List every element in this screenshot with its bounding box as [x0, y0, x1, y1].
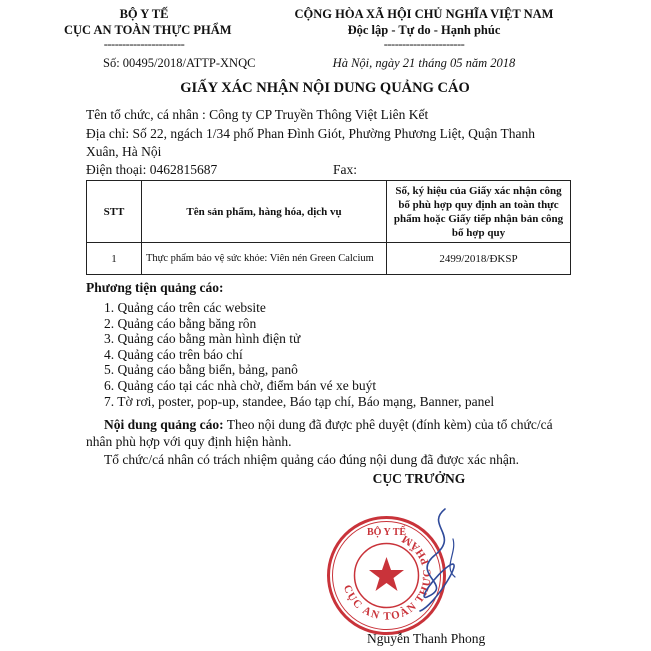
document-title: GIẤY XÁC NHẬN NỘI DUNG QUẢNG CÁO	[180, 80, 470, 96]
organization-address-line-1: Địa chỉ: Số 22, ngách 1/34 phố Phan Đình Giót, Phường Phương Liệt, Quận Thanh	[86, 126, 536, 141]
table-cell-product: Thực phẩm bảo vệ sức khỏe: Viên nén Green Calcium	[142, 243, 387, 275]
content-line-1	[104, 417, 553, 433]
table-row	[87, 243, 571, 275]
organization-fax-label: Fax:	[333, 162, 358, 177]
content-line-2: nhân phù hợp với quy định hiện hành.	[86, 434, 292, 449]
table-cell-stt: 1	[87, 243, 142, 275]
content-text-1: Theo nội dung đã được phê duyệt (đính kèm) của tổ chức/cá	[223, 417, 553, 432]
product-table	[86, 180, 571, 275]
media-heading: Phương tiện quảng cáo:	[86, 280, 224, 295]
seal-ring-text: CỤC AN TOÀN THỰC PHẨM	[340, 531, 434, 623]
table-header-certificate: Số, ký hiệu của Giấy xác nhận công bố phù hợp quy định an toàn thực phẩm hoặc Giấy tiếp nhận bản công bố hợp quy	[387, 181, 571, 243]
document-number: Số: 00495/2018/ATTP-XNQC	[103, 56, 256, 70]
seal-top-text: BỘ Y TẾ	[366, 527, 407, 538]
media-list	[104, 300, 494, 409]
organization-address-line-2: Xuân, Hà Nội	[86, 144, 162, 159]
list-item: 4. Quảng cáo trên báo chí	[104, 346, 243, 362]
handwritten-signature-icon	[405, 505, 475, 615]
director-title: CỤC TRƯỞNG	[372, 471, 466, 486]
national-title: CỘNG HÒA XÃ HỘI CHỦ NGHĨA VIỆT NAM	[294, 7, 554, 21]
content-label: Nội dung quảng cáo:	[104, 417, 224, 432]
table-header-stt: STT	[87, 181, 142, 243]
motto-rule: ----------------------	[383, 37, 465, 51]
list-item: 3. Quảng cáo bằng màn hình điện tử	[104, 331, 301, 347]
list-item: 7. Tờ rơi, poster, pop-up, standee, Báo tạp chí, Báo mạng, Banner, panel	[104, 393, 495, 409]
responsibility-statement: Tổ chức/cá nhân có trách nhiệm quảng cáo đúng nội dung đã được xác nhận.	[104, 452, 520, 467]
ministry-name: BỘ Y TẾ	[119, 7, 169, 21]
national-motto: Độc lập - Tự do - Hạnh phúc	[347, 23, 501, 37]
agency-name: CỤC AN TOÀN THỰC PHẨM	[64, 23, 232, 37]
list-item: 1. Quảng cáo trên các website	[104, 300, 266, 315]
date-line: Hà Nội, ngày 21 tháng 05 năm 2018	[332, 56, 516, 70]
list-item: 5. Quảng cáo bằng biển, bảng, panô	[104, 362, 298, 378]
organization-phone: Điện thoại: 0462815687	[86, 162, 218, 177]
table-cell-certificate: 2499/2018/ĐKSP	[387, 243, 571, 275]
list-item: 2. Quảng cáo bằng băng rôn	[104, 315, 257, 331]
list-item: 6. Quảng cáo tại các nhà chờ, điểm bán vé xe buýt	[104, 377, 377, 393]
agency-rule: ----------------------	[103, 37, 185, 51]
table-header-product: Tên sản phẩm, hàng hóa, dịch vụ	[142, 181, 387, 243]
signer-name: Nguyễn Thanh Phong	[367, 631, 486, 646]
organization-name: Tên tổ chức, cá nhân : Công ty CP Truyền Thông Việt Liên Kết	[86, 107, 429, 122]
seal-star-icon	[369, 557, 404, 591]
